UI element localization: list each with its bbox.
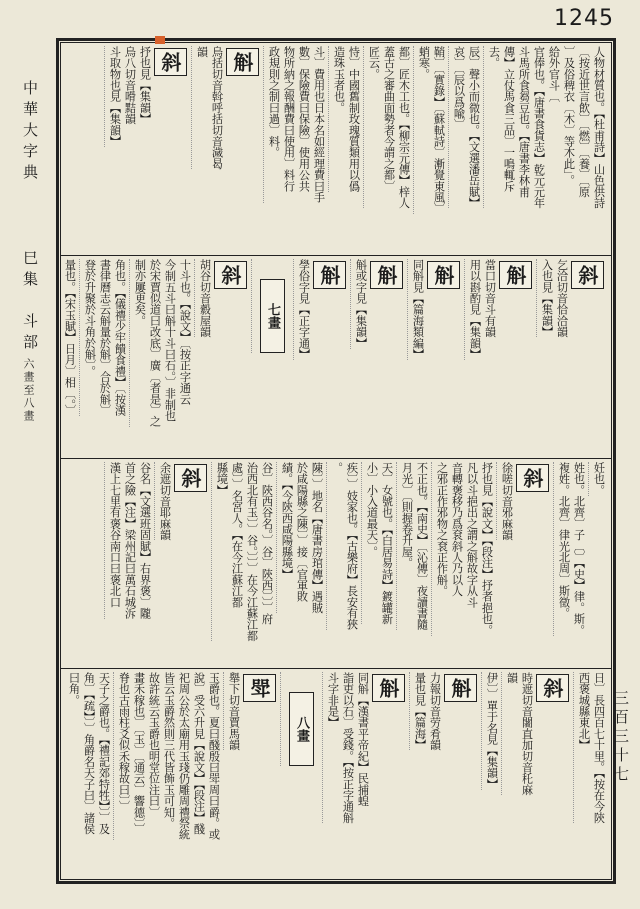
- definition-text-column: 同斛【漢書平帝紀】民捕蝗: [356, 672, 370, 807]
- definition-text-column: 官俸也。【唐書食貨志】乾元元年: [532, 46, 546, 209]
- definition-text-column: 制亦屢更矣。: [133, 259, 147, 327]
- definition-text-column: 祀周公於太廟用玉琖仍雕周禮祭統: [177, 672, 191, 840]
- dictionary-entry: [409, 672, 481, 750]
- definition-text-column: 音轉褒移乃爲袞斜人乃以人: [450, 462, 464, 597]
- dictionary-entry: [79, 259, 129, 416]
- definition-text-column: 複姓。北齊〕律光北周〕斯徵。: [557, 462, 571, 619]
- definition-text-column: 詣吏以石〕受錢。【按正字通斛: [341, 672, 355, 824]
- text-band-1: [64, 46, 608, 252]
- definition-text-column: 用以斟酌見【集韻】: [468, 259, 482, 360]
- definition-text-column: 韻: [505, 672, 519, 684]
- dictionary-entry: [293, 259, 350, 360]
- definition-text-column: 小〕小入道最天〕。: [365, 462, 379, 558]
- dictionary-entry: [194, 259, 251, 337]
- definition-text-column: 斗取物也見【集韻】: [108, 46, 122, 147]
- definition-text-column: 抒也見【集韻】: [138, 46, 152, 125]
- band-divider: [60, 458, 612, 459]
- headword-char: 斜: [214, 261, 247, 289]
- definition-text-column: 天〕女號也。【白居易詩】鍍罐新: [380, 462, 394, 625]
- headword-char: 斜: [174, 464, 207, 492]
- definition-text-column: 績。【今陝西咸陽縣境】: [280, 462, 294, 580]
- band-divider: [60, 668, 612, 669]
- headword-char: 斜: [154, 48, 187, 76]
- definition-text-column: 角也。【儀禮少牢饋食禮】〔按漢: [113, 259, 127, 416]
- definition-text-column: 於宋賈似道曰改底〕廣〔者是〕之: [148, 259, 162, 427]
- stroke-count-banner: 八畫: [289, 692, 314, 766]
- text-band-4: [64, 672, 608, 878]
- headword-char: 斛: [370, 261, 403, 289]
- headword-char: 斛: [427, 261, 460, 289]
- definition-text-column: 學俗字見【正字通】: [297, 259, 311, 360]
- headword-char: 斛: [444, 674, 477, 702]
- definition-text-column: 斛或字見【集韻】: [354, 259, 368, 349]
- definition-text-column: 數〕保險費曰保險〕使用公共: [297, 46, 311, 192]
- definition-text-column: 政規則之制曰過〕料。: [267, 46, 281, 158]
- dictionary-entry: [464, 259, 536, 360]
- definition-text-column: 舉下切音賈馬韻: [227, 672, 241, 751]
- definition-text-column: 姓也。北齊〕子〔〕【史】律。斯。: [572, 462, 586, 636]
- definition-text-column: 余遮切音耶麻韻: [158, 462, 172, 541]
- definition-text-column: 月光〕〔則握卷升屋。: [400, 462, 414, 569]
- definition-text-column: 〕及俗稗衣〔木〕等木此」。: [562, 46, 576, 186]
- definition-text-column: 首之險【注】梁州記曰萬石城泝: [123, 462, 137, 619]
- definition-text-column: 人物材質也。【杜甫詩】山色供詩: [592, 46, 606, 209]
- red-tab-marker: [155, 36, 165, 44]
- dictionary-entry: [129, 259, 194, 427]
- dictionary-entry: [223, 672, 280, 750]
- dictionary-entry: [280, 672, 322, 766]
- dictionary-entry: [483, 46, 608, 208]
- definition-text-column: 今制五斗曰斛十斗曰石。〕非制也: [163, 259, 177, 422]
- definition-text-column: 同斛見【篇海類編】: [411, 259, 425, 360]
- definition-text-column: 漢上七里有褒谷南口曰褒北口: [108, 462, 122, 608]
- definition-text-column: 烏八切音嗗黠韻: [123, 46, 137, 125]
- definition-text-column: 故許統云玉爵也明堂位注曰〕: [147, 672, 161, 818]
- stroke-count-banner: 七畫: [260, 279, 285, 353]
- definition-text-column: 西褒城縣東北】: [577, 672, 591, 751]
- definition-text-column: 書律曆志云斛量於斛〕合於斛〕: [98, 259, 112, 416]
- definition-text-column: 胡谷切音縠屋韻: [198, 259, 212, 338]
- dictionary-entry: [363, 46, 413, 208]
- band-divider: [60, 255, 612, 256]
- dictionary-entry: [322, 672, 409, 823]
- definition-text-column: 陳〕〕地名【唐書房琯傳】遇賊: [310, 462, 324, 614]
- definition-text-column: 登於升聚於斗角於斛〕。: [83, 259, 97, 377]
- dictionary-entry: [251, 259, 293, 353]
- headword-char: 斛: [499, 261, 532, 289]
- definition-text-column: 入也見【集韻】: [540, 259, 554, 338]
- dictionary-entry: [350, 259, 407, 349]
- dictionary-entry: [211, 462, 276, 641]
- dictionary-entry: [573, 672, 608, 823]
- dictionary-entry: [326, 462, 361, 630]
- headword-char: 斜: [516, 464, 549, 492]
- definition-text-column: 之邪正作邪物之袞正作斛。: [435, 462, 449, 597]
- definition-text-column: 〔按近世言飲〕〔燃〕〔養〕〔原: [577, 46, 591, 198]
- definition-text-column: 畫禾稼也〕〔玉〕〔通云〕響德〕〕: [132, 672, 146, 835]
- definition-text-column: 給外官斗〔: [547, 46, 561, 102]
- definition-text-column: 斗馬所食芻豆也。【唐書李林甫: [517, 46, 531, 198]
- headword-char: 斜: [536, 674, 569, 702]
- definition-text-column: 蛸寒。: [417, 46, 431, 80]
- dictionary-entry: [448, 46, 483, 208]
- dictionary-entry: [553, 462, 588, 636]
- definition-text-column: 疾〕〕妓家也。【古樂府】長安有狹: [345, 462, 359, 630]
- dictionary-entry: [191, 46, 263, 169]
- definition-text-column: 角〕【疏】〕〕角爵名天子曰〕諸侯: [82, 672, 96, 835]
- dictionary-title: 中華大字典: [21, 80, 39, 185]
- dictionary-entry: [154, 462, 211, 540]
- definition-text-column: 不正也。【南史】〔沁傳〕夜讀書隨: [415, 462, 429, 630]
- definition-text-column: 玉爵也。夏曰醆殷曰斝周曰爵。或: [207, 672, 221, 840]
- dictionary-entry: [501, 672, 573, 795]
- definition-text-column: 量也見【篇海】: [413, 672, 427, 751]
- definition-text-column: 谷〕陝西谷名。〕谷〕陝西〕〕〕府: [260, 462, 274, 625]
- definition-text-column: 哀〕〔辰以爲喩〕: [452, 46, 466, 130]
- definition-text-column: 日〕長四百七十里。【按在今陝: [592, 672, 606, 824]
- definition-text-column: 鞘〕〔實錄】〔蘇軾詩〕漸覺東風〕: [432, 46, 446, 214]
- definition-text-column: 曰角。: [67, 672, 81, 706]
- definition-text-column: 徐嗟切音邪麻韻: [500, 462, 514, 541]
- definition-text-column: 凡以斗挹出之謂之斛故字从斗: [465, 462, 479, 608]
- definition-text-column: 處〕〕名宮人。【在今江蘇江都: [230, 462, 244, 608]
- definition-text-column: 天子之爵也。【禮記郊特牲】〕〕及: [97, 672, 111, 835]
- dictionary-entry: [113, 672, 223, 840]
- definition-text-column: 皆云玉爵然則三代皆飾玉可知。: [162, 672, 176, 829]
- dictionary-entry: [104, 462, 154, 619]
- definition-text-column: 於咸陽縣之陳〕〕接〔官軍敗: [295, 462, 309, 602]
- definition-text-column: 斗〕費用也日本名如經理費曰手: [312, 46, 326, 203]
- dictionary-entry: [64, 672, 113, 834]
- dictionary-entry: [407, 259, 464, 360]
- definition-text-column: 匠云。: [367, 46, 381, 80]
- definition-text-column: 恃〕中國舊制玫瑰質類用以僞: [347, 46, 361, 192]
- definition-text-column: 治西北有玉〕〕谷。〕〕〕在今江蘇江都: [245, 462, 259, 642]
- dictionary-entry: [263, 46, 328, 203]
- definition-text-column: 伊〕〕單于名見【集韻】: [485, 672, 499, 790]
- definition-text-column: 都〕匠木工也。【柳宗元傳】梓人: [397, 46, 411, 209]
- headword-char: 斜: [571, 261, 604, 289]
- strokes-range: 六畫至八畫: [22, 358, 35, 423]
- definition-text-column: 傳】立仗馬食三品〕一鳴輒斥: [502, 46, 516, 192]
- headword-char: 斝: [243, 674, 276, 702]
- definition-text-column: 乞洽切音恰洽韻: [555, 259, 569, 338]
- dictionary-entry: [276, 462, 326, 613]
- dictionary-entry: [328, 46, 363, 192]
- dictionary-entry: [431, 462, 496, 636]
- dictionary-entry: [536, 259, 608, 337]
- headword-char: 斛: [226, 48, 259, 76]
- section-label: 巳集 斗部: [21, 250, 39, 355]
- definition-text-column: 斗字非是】: [326, 672, 340, 728]
- headword-char: 斛: [372, 674, 405, 702]
- page-number: 1245: [554, 6, 614, 31]
- definition-text-column: 縣境】: [215, 462, 229, 496]
- definition-text-column: 谷名【文選班固賦】右界褒〕隴: [138, 462, 152, 619]
- definition-text-column: 說〕受六升見【說文】【段注】醆: [192, 672, 206, 835]
- definition-text-column: 韻: [195, 46, 209, 58]
- definition-text-column: 時遮切音闍直加切音秅麻: [520, 672, 534, 796]
- dictionary-entry: [396, 462, 431, 630]
- definition-text-column: 去。: [487, 46, 501, 69]
- definition-text-column: 十斗也。【說文】〔按正字通云: [178, 259, 192, 405]
- definition-text-column: 辰〕聲小而微也。【文選潘岳賦】: [467, 46, 481, 209]
- dictionary-entry: [481, 672, 501, 790]
- dictionary-entry: [588, 462, 608, 496]
- definition-text-column: 造珠玉者也。: [332, 46, 346, 114]
- definition-text-column: 妊也。: [592, 462, 606, 496]
- definition-text-column: 當口切音斗有韻: [483, 259, 497, 338]
- definition-text-column: 物所納之報酬費曰使用〕料行: [282, 46, 296, 192]
- chinese-page-number: 三百三十七: [612, 690, 630, 785]
- dictionary-entry: [361, 462, 396, 624]
- definition-text-column: 力報切音劳肴韻: [428, 672, 442, 751]
- dictionary-entry: [413, 46, 448, 214]
- dictionary-entry: [496, 462, 553, 540]
- definition-text-column: 。: [330, 462, 344, 474]
- text-band-2: [64, 259, 608, 455]
- definition-text-column: 脊也古雨柱爻似禾稼故曰〕〕: [117, 672, 131, 812]
- definition-text-column: 烏括切音斡呼括切音濊曷: [210, 46, 224, 170]
- definition-text-column: 蓋古之審曲面勢者今謂之都〕: [382, 46, 396, 192]
- dictionary-entry: [64, 259, 79, 421]
- dictionary-entry: [104, 46, 191, 147]
- definition-text-column: 抒也見【說文】【段注】抒者挹也。: [480, 462, 494, 636]
- definition-text-column: 量也。【宋玉賦】日月〕相〔。〕: [64, 259, 77, 416]
- headword-char: 斛: [313, 261, 346, 289]
- text-band-3: [64, 462, 608, 665]
